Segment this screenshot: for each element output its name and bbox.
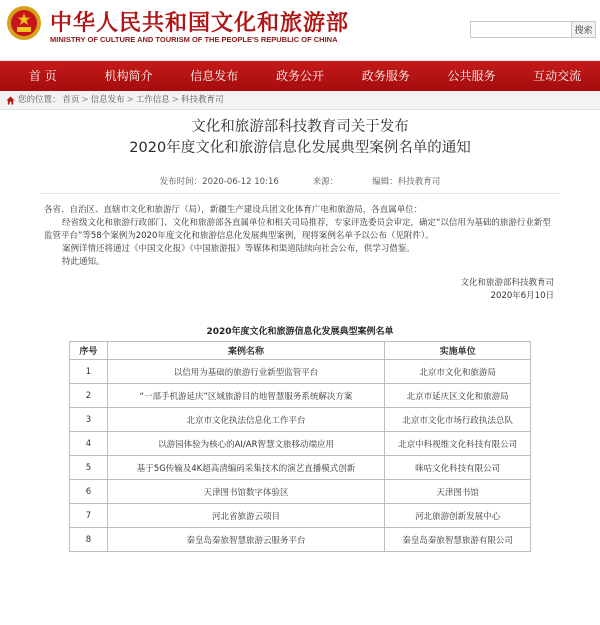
nav-item-gov-affairs[interactable]: 政务公开 — [276, 69, 325, 83]
article-signature — [40, 277, 560, 303]
column-header-unit: 实施单位 — [385, 342, 531, 360]
article-editor: 编辑：科技教育司 — [372, 177, 441, 187]
cell-name: 以游园体验为核心的AI/AR智慧文旅移动端应用 — [107, 432, 384, 456]
article-meta — [40, 175, 560, 194]
article-paragraph: 案例详情还将通过《中国文化报》《中国旅游报》等媒体和渠道陆续向社会公布，供学习借鉴。 — [62, 244, 415, 254]
cell-no: 5 — [70, 456, 108, 480]
article-body — [40, 204, 560, 269]
table-row — [70, 360, 531, 384]
cell-unit: 北京中科视维文化科技有限公司 — [385, 432, 531, 456]
nav-item-interaction[interactable]: 互动交流 — [533, 69, 582, 83]
breadcrumb-label: 您的位置： — [18, 94, 61, 105]
cell-name: 天津图书馆数字体验区 — [107, 480, 384, 504]
cell-no: 7 — [70, 504, 108, 528]
home-icon — [6, 96, 15, 105]
cell-no: 2 — [70, 384, 108, 408]
article-title-line2: 2020年度文化和旅游信息化发展典型案例名单的通知 — [129, 140, 471, 156]
breadcrumb-item-news[interactable]: 信息发布 — [90, 94, 125, 105]
signature-org: 文化和旅游部科技教育司 — [460, 278, 554, 288]
table-row — [70, 528, 531, 552]
nav-item-gov-services[interactable]: 政务服务 — [361, 69, 410, 83]
breadcrumb-item-department[interactable]: 科技教育司 — [180, 94, 224, 105]
table-row — [70, 384, 531, 408]
search-box — [470, 21, 596, 38]
cell-name: 基于5G传输及4K超高清编码采集技术的演艺直播模式创新 — [107, 456, 384, 480]
case-table — [69, 341, 531, 552]
cell-name: “一部手机游延庆”区域旅游目的地智慧服务系统解决方案 — [107, 384, 384, 408]
table-row — [70, 480, 531, 504]
breadcrumb-separator: > — [126, 94, 134, 105]
publish-time: 发布时间：2020-06-12 10:16 — [159, 177, 279, 187]
article-title-line1: 文化和旅游部科技教育司关于发布 — [191, 119, 409, 135]
nav-item-news[interactable]: 信息发布 — [190, 69, 239, 83]
nav-item-home[interactable]: 首 页 — [28, 69, 57, 83]
table-row — [70, 504, 531, 528]
nav-item-about[interactable]: 机构简介 — [104, 69, 153, 83]
article-closing: 特此通知。 — [62, 257, 105, 267]
national-emblem-icon — [6, 4, 42, 42]
article — [0, 117, 600, 552]
table-row — [70, 456, 531, 480]
article-source: 来源： — [312, 177, 339, 187]
table-row — [70, 432, 531, 456]
signature-date: 2020年6月10日 — [490, 291, 554, 301]
nav-item-public-services[interactable]: 公共服务 — [447, 69, 496, 83]
cell-name: 秦皇岛秦旅智慧旅游云服务平台 — [107, 528, 384, 552]
cell-no: 8 — [70, 528, 108, 552]
cell-no: 6 — [70, 480, 108, 504]
case-table-title: 2020年度文化和旅游信息化发展典型案例名单 — [206, 327, 394, 337]
cell-name: 以信用为基础的旅游行业新型监管平台 — [107, 360, 384, 384]
cell-no: 4 — [70, 432, 108, 456]
cell-unit: 河北旅游创新发展中心 — [385, 504, 531, 528]
article-paragraph: 经省级文化和旅游行政部门、文化和旅游部各直属单位和相关司局推荐，专家评选委员会审定，确定“以信用为基础的旅游行业新型监管平台”等58个案例为2020年度文化和旅游信息化发展典型案例，现将案例名单予以公布（见附件）。 — [44, 218, 551, 241]
cell-unit: 北京市延庆区文化和旅游局 — [385, 384, 531, 408]
breadcrumb-item-home[interactable]: 首页 — [62, 94, 80, 105]
table-header-row — [70, 342, 531, 360]
article-title — [40, 117, 560, 159]
cell-unit: 天津图书馆 — [385, 480, 531, 504]
cell-name: 河北省旅游云项目 — [107, 504, 384, 528]
cell-no: 3 — [70, 408, 108, 432]
search-input[interactable] — [470, 21, 572, 38]
breadcrumb-separator: > — [81, 94, 89, 105]
cell-no: 1 — [70, 360, 108, 384]
column-header-no: 序号 — [70, 342, 108, 360]
cell-name: 北京市文化执法信息化工作平台 — [107, 408, 384, 432]
site-header — [0, 0, 600, 61]
site-logo-title[interactable]: 中华人民共和国文化和旅游部 — [50, 10, 350, 36]
main-nav — [0, 61, 600, 91]
site-logo-subtitle: MINISTRY OF CULTURE AND TOURISM OF THE PEOPLE'S REPUBLIC OF CHINA — [50, 35, 338, 44]
breadcrumb-separator: > — [171, 94, 179, 105]
cell-unit: 北京市文化市场行政执法总队 — [385, 408, 531, 432]
breadcrumb-item-work-info[interactable]: 工作信息 — [135, 94, 170, 105]
cell-unit: 北京市文化和旅游局 — [385, 360, 531, 384]
breadcrumb — [0, 91, 600, 110]
cell-unit: 咪咕文化科技有限公司 — [385, 456, 531, 480]
article-salutation: 各省、自治区、直辖市文化和旅游厅（局），新疆生产建设兵团文化体育广电和旅游局，各直属单位： — [44, 205, 423, 215]
column-header-name: 案例名称 — [107, 342, 384, 360]
search-button[interactable]: 搜索 — [572, 21, 596, 38]
cell-unit: 秦皇岛秦旅智慧旅游有限公司 — [385, 528, 531, 552]
table-row — [70, 408, 531, 432]
